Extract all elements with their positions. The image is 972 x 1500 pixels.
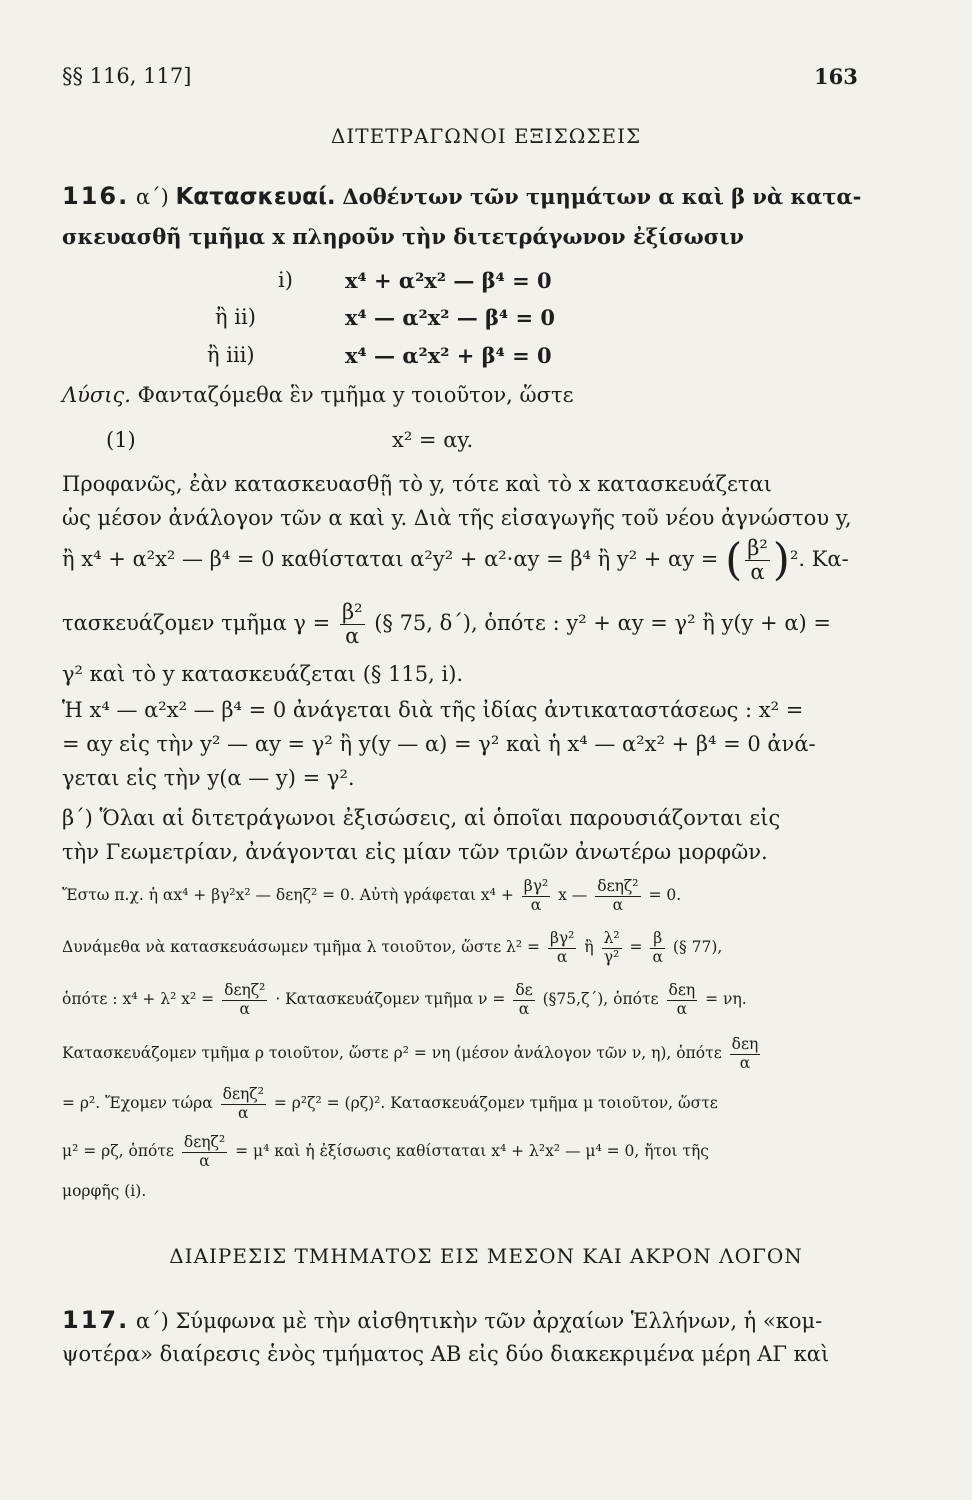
paragraph-1-line-2: ὡς μέσον ἀνάλογον τῶν α καὶ y. Διὰ τῆς εἰσαγωγῆς τοῦ νέου ἀγνώστου y, <box>62 506 852 530</box>
problem-statement-text-2: σκευασθῆ τμῆμα x πληροῦν τὴν διτετράγωνον ἐξίσωσιν <box>62 224 744 249</box>
fraction-beta-over-alpha <box>650 930 664 965</box>
example-line-1-mid: x — <box>558 886 588 904</box>
example-line-3 <box>62 972 852 1026</box>
example-line-7: μορφῆς (i). <box>62 1182 147 1200</box>
fraction-deltaetazeta2-over-alpha-3 <box>221 1086 266 1121</box>
section-116-heading-line <box>62 182 862 210</box>
fraction-numerator: δεηζ² <box>222 1085 264 1104</box>
fraction-numerator: δε <box>515 981 533 1000</box>
fraction-beta-gamma2-over-alpha <box>522 878 550 913</box>
fraction-numerator: β <box>650 930 664 948</box>
fraction-numerator: β² <box>341 599 363 624</box>
section-116-title: Κατασκευαί. <box>175 184 336 210</box>
fraction-denominator: α <box>199 1151 210 1170</box>
example-line-2-ref: (§ 77), <box>672 938 723 956</box>
example-line-5 <box>62 1076 852 1130</box>
equation-i-label: i) <box>278 268 293 292</box>
part-a-label: α΄) <box>135 185 169 209</box>
example-line-3-end: = νη. <box>705 990 747 1008</box>
paragraph-2-line-1: Ἡ x⁴ — α²x² — β⁴ = 0 ἀνάγεται διὰ τῆς ἰδίας ἀντικαταστάσεως : x² = <box>62 698 804 722</box>
fraction-denominator: α <box>652 947 663 966</box>
fraction-lambda2-over-gamma2 <box>602 930 622 965</box>
paragraph-2-line-2: = αy εἰς τὴν y² — αy = γ² ἢ y(y — α) = γ² καὶ ἡ x⁴ — α²x² + β⁴ = 0 ἀνά- <box>62 732 816 756</box>
fraction-numerator: βγ² <box>549 929 575 948</box>
section-117-line-1 <box>62 1308 852 1332</box>
fraction-numerator: δεηζ² <box>597 877 639 896</box>
fraction-deltaetazeta2-over-alpha-4 <box>182 1134 227 1169</box>
section-117-text-1: α΄) Σύμφωνα μὲ τὴν αἰσθητικὴν τῶν ἀρχαίων Ἑλλήνων, ἡ «κομ- <box>135 1309 823 1333</box>
fraction-numerator: λ² <box>603 929 620 948</box>
equation-1: x² = αy. <box>392 428 474 452</box>
fraction-denominator: α <box>750 560 765 584</box>
example-line-6-text: μ² = ρζ, ὁπότε <box>62 1142 174 1160</box>
fraction-denominator: α <box>530 895 542 914</box>
running-header-sections: §§ 116, 117] <box>62 64 192 88</box>
title-biquadratic-equations: ΔΙΤΕΤΡΑΓΩΝΟΙ ΕΞΙΣΩΣΕΙΣ <box>330 124 642 148</box>
fraction-numerator: β² <box>747 535 768 560</box>
paragraph-3-line-1: β΄) Ὅλαι αἱ διτετράγωνοι ἐξισώσεις, αἱ ὁποῖαι παρουσιάζονται εἰς <box>62 806 781 830</box>
equation-ii: x⁴ — α²x² — β⁴ = 0 <box>345 305 556 330</box>
equation-ii-label: ἢ ii) <box>215 305 256 329</box>
paragraph-1-line-4-text: τασκευάζομεν τμῆμα γ = <box>62 611 331 635</box>
paragraph-1-line-3-text: ἢ x⁴ + α²x² — β⁴ = 0 καθίσταται α²y² + α²·αy = β⁴ ἢ y² + αy = <box>62 547 719 571</box>
fraction-deltaetazeta2-over-alpha-2 <box>222 982 267 1017</box>
example-line-5-end: = ρ²ζ² = (ρζ)². Κατασκευάζομεν τμῆμα μ τοιοῦτον, ὥστε <box>273 1094 718 1112</box>
fraction-denominator: α <box>612 895 624 914</box>
close-paren: ) <box>772 534 790 586</box>
section-number-116: 116. <box>62 182 130 210</box>
example-equals: = <box>629 938 643 956</box>
fraction-denominator: α <box>518 999 530 1018</box>
fraction-beta2-over-alpha <box>745 537 770 584</box>
fraction-denominator: α <box>739 1053 751 1072</box>
paragraph-1-line-5: γ² καὶ τὸ y κατασκευάζεται (§ 115, i). <box>62 662 464 686</box>
fraction-numerator: δεη <box>668 981 696 1000</box>
paragraph-2-line-3: γεται εἰς τὴν y(α — y) = γ². <box>62 766 355 790</box>
equation-iii: x⁴ — α²x² + β⁴ = 0 <box>345 343 552 368</box>
section-number-117: 117. <box>62 1306 130 1334</box>
example-line-1-end: = 0. <box>648 886 682 904</box>
solution-label: Λύσις. <box>62 383 131 407</box>
solution-line <box>62 385 852 406</box>
example-line-2 <box>62 920 852 974</box>
paragraph-1-line-1: Προφανῶς, ἐὰν κατασκευασθῇ τὸ y, τότε καὶ τὸ x κατασκευάζεται <box>62 472 772 496</box>
fraction-numerator: δεηζ² <box>183 1133 226 1152</box>
example-line-2-text: Δυνάμεθα νὰ κατασκευάσωμεν τμῆμα λ τοιοῦτον, ὥστε λ² = <box>62 938 540 956</box>
fraction-deltaepsilon-over-alpha <box>513 982 534 1017</box>
fraction-denominator: α <box>676 999 688 1018</box>
paragraph-1-line-4 <box>62 600 852 648</box>
fraction-denominator: α <box>239 999 250 1018</box>
fraction-denominator: α <box>556 947 568 966</box>
paragraph-1-line-4-end: (§ 75, δ΄), ὁπότε : y² + αy = γ² ἢ y(y + α) = <box>374 611 831 635</box>
example-line-3-mid: · Κατασκευάζομεν τμῆμα ν = <box>275 990 506 1008</box>
example-line-3-text: ὁπότε : x⁴ + λ² x² = <box>62 990 215 1008</box>
example-line-3-ref: (§75,ζ΄), ὁπότε <box>542 990 659 1008</box>
fraction-deltaepsiloneta-over-alpha-2 <box>730 1036 761 1071</box>
fraction-gamma-def <box>340 601 365 648</box>
title-golden-section: ΔΙΑΙΡΕΣΙΣ ΤΜΗΜΑΤΟΣ ΕΙΣ ΜΕΣΟΝ ΚΑΙ ΑΚΡΟΝ ΛΟΓΟΝ <box>169 1244 803 1268</box>
example-or: ἢ <box>584 938 594 956</box>
fraction-denominator: γ² <box>603 947 620 966</box>
equation-i: x⁴ + α²x² — β⁴ = 0 <box>345 268 552 293</box>
fraction-numerator: δεηζ² <box>224 981 266 1000</box>
example-line-4 <box>62 1026 852 1080</box>
fraction-beta-gamma2-over-alpha-2 <box>548 930 576 965</box>
equation-iii-label: ἢ iii) <box>207 343 255 367</box>
paragraph-3-line-2: τὴν Γεωμετρίαν, ἀνάγονται εἰς μίαν τῶν τριῶν ἀνωτέρω μορφῶν. <box>62 840 768 864</box>
equation-1-label: (1) <box>106 428 136 452</box>
example-line-6 <box>62 1124 852 1178</box>
example-line-4-text: Κατασκευάζομεν τμῆμα ρ τοιοῦτον, ὥστε ρ² = νη (μέσον ἀνάλογον τῶν ν, η), ὁπότε <box>62 1044 722 1062</box>
example-line-6-end: = μ⁴ καὶ ἡ ἐξίσωσις καθίσταται x⁴ + λ²x² — μ⁴ = 0, ἤτοι τῆς <box>235 1142 709 1160</box>
solution-text: Φανταζόμεθα ἓν τμῆμα y τοιοῦτον, ὥστε <box>137 383 574 407</box>
example-line-1 <box>62 868 852 922</box>
fraction-deltaetazeta2-over-alpha <box>595 878 640 913</box>
fraction-denominator: α <box>238 1103 249 1122</box>
example-line-1-text: Ἔστω π.χ. ἡ αx⁴ + βγ²x² — δεηζ² = 0. Αὐτὴ γράφεται x⁴ + <box>62 886 514 904</box>
problem-statement-line-1: Δοθέντων τῶν τμημάτων α καὶ β νὰ κατα- <box>342 184 862 209</box>
page-number: 163 <box>814 64 858 89</box>
paragraph-1-line-3 <box>62 536 852 584</box>
fraction-numerator: δεη <box>731 1035 759 1054</box>
open-paren: ( <box>725 534 743 586</box>
fraction-denominator: α <box>345 624 360 648</box>
fraction-numerator: βγ² <box>523 877 549 896</box>
problem-statement-line-2 <box>62 226 852 248</box>
paragraph-1-line-3-end: ². Κα- <box>789 547 849 571</box>
example-line-5-text: = ρ². Ἔχομεν τώρα <box>62 1094 213 1112</box>
section-117-line-2: ψοτέρα» διαίρεσις ἑνὸς τμήματος ΑΒ εἰς δύο διακεκριμένα μέρη ΑΓ καὶ <box>62 1342 830 1366</box>
fraction-deltaepsiloneta-over-alpha <box>667 982 698 1017</box>
